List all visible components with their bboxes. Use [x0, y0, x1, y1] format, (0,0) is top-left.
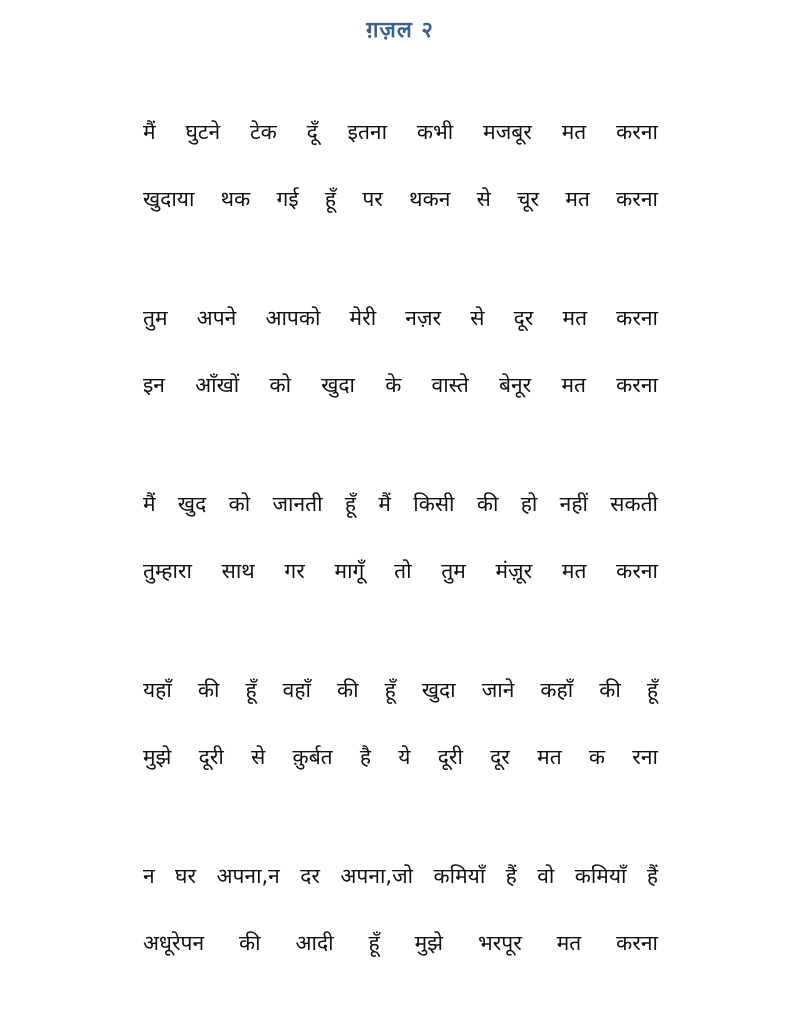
page-title: ग़ज़ल २ [366, 18, 434, 43]
couplet-1-line-2: खुदाया थक गई हूँ पर थकन से चूर मत करना [143, 187, 658, 211]
couplet-5-line-1: न घर अपना,न दर अपना,जो कमियाँ हैं वो कमियाँ हैं [143, 864, 658, 888]
couplet-1-line-1: मैं घुटने टेक दूँ इतना कभी मजबूर मत करना [143, 120, 658, 144]
couplet-4-line-2: मुझे दूरी से क़ुर्बत है ये दूरी दूर मत क रना [143, 745, 658, 769]
couplet-3-line-1: मैं खुद को जानती हूँ मैं किसी की हो नहीं सकती [143, 492, 658, 516]
couplet-4-line-1: यहाँ की हूँ वहाँ की हूँ खुदा जाने कहाँ की हूँ [143, 678, 658, 702]
couplet-3-line-2: तुम्हारा साथ गर मागूँ तो तुम मंज़ूर मत करना [143, 559, 658, 583]
couplet-2-line-2: इन आँखों को खुदा के वास्ते बेनूर मत करना [143, 373, 658, 397]
couplet-2-line-1: तुम अपने आपको मेरी नज़र से दूर मत करना [143, 306, 658, 330]
couplet-5-line-2: अधूरेपन की आदी हूँ मुझे भरपूर मत करना [143, 931, 658, 955]
